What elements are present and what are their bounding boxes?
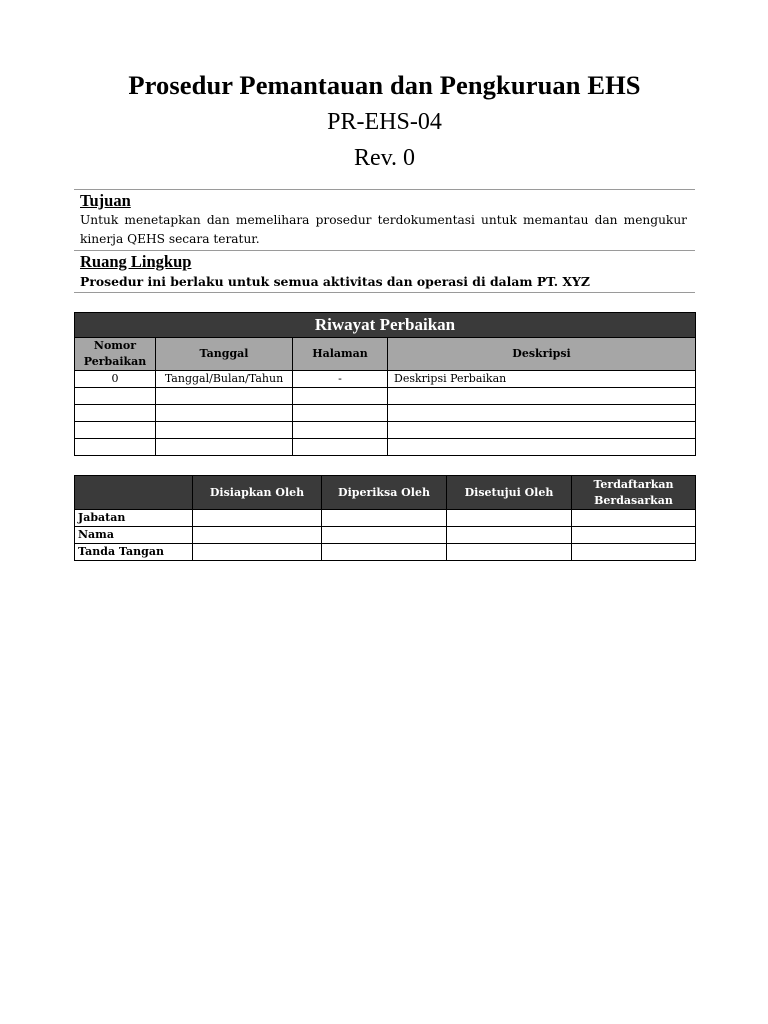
header-nomor-perbaikan: Nomor Perbaikan [75,338,156,371]
header-terdaftarkan-berdasarkan: Terdaftarkan Berdasarkan [572,476,696,510]
cell-tanggal [156,388,293,405]
table-row [75,510,696,527]
cell-deskripsi [388,388,696,405]
revision-history-table [74,312,696,456]
cell-nomor [75,405,156,422]
cell-halaman: - [293,371,388,388]
cell-tanda-tangan-diperiksa[interactable] [322,544,447,561]
cell-tanggal [156,405,293,422]
tujuan-section [74,189,695,250]
cell-nomor [75,439,156,456]
approval-table [74,475,696,561]
header-deskripsi: Deskripsi [388,338,696,371]
cell-jabatan-disetujui[interactable] [447,510,572,527]
header-disetujui-oleh: Disetujui Oleh [447,476,572,510]
cell-nama-terdaftarkan[interactable] [572,527,696,544]
cell-nomor: 0 [75,371,156,388]
header-diperiksa-oleh: Diperiksa Oleh [322,476,447,510]
cell-tanggal: Tanggal/Bulan/Tahun [156,371,293,388]
ruang-lingkup-text: Prosedur ini berlaku untuk semua aktivitas dan operasi di dalam PT. XYZ [80,274,590,289]
revision-history-title: Riwayat Perbaikan [75,313,696,338]
cell-tanggal [156,422,293,439]
cell-nama-disiapkan[interactable] [193,527,322,544]
cell-tanda-tangan-disetujui[interactable] [447,544,572,561]
cell-tanda-tangan-terdaftarkan[interactable] [572,544,696,561]
table-row [75,439,696,456]
table-row [75,405,696,422]
approval-header-row [75,476,696,510]
row-label-nama: Nama [75,527,193,544]
revision-header-row [75,338,696,371]
table-row [75,544,696,561]
tujuan-heading: Tujuan [80,191,131,210]
tujuan-text: Untuk menetapkan dan memelihara prosedur terdokumentasi untuk memantau dan mengukur kinerja QEHS secara teratur. [80,213,687,246]
cell-deskripsi [388,405,696,422]
header-tanggal: Tanggal [156,338,293,371]
cell-tanggal [156,439,293,456]
table-row [75,388,696,405]
row-label-tanda-tangan: Tanda Tangan [75,544,193,561]
header-disiapkan-oleh: Disiapkan Oleh [193,476,322,510]
cell-nama-disetujui[interactable] [447,527,572,544]
cell-jabatan-terdaftarkan[interactable] [572,510,696,527]
cell-tanda-tangan-disiapkan[interactable] [193,544,322,561]
cell-halaman [293,388,388,405]
ruang-lingkup-heading: Ruang Lingkup [80,252,192,271]
table-row [75,422,696,439]
row-label-jabatan: Jabatan [75,510,193,527]
cell-nomor [75,422,156,439]
ruang-lingkup-section [74,250,695,293]
cell-deskripsi [388,422,696,439]
document-title: Prosedur Pemantauan dan Pengkuruan EHS [128,70,641,100]
cell-nomor [75,388,156,405]
cell-halaman [293,405,388,422]
cell-deskripsi [388,439,696,456]
cell-halaman [293,422,388,439]
table-row [75,371,696,388]
cell-deskripsi: Deskripsi Perbaikan [388,371,696,388]
document-page [74,66,695,561]
table-row [75,527,696,544]
cell-halaman [293,439,388,456]
document-revision: Rev. 0 [353,145,416,171]
document-code: PR-EHS-04 [327,109,442,135]
cell-jabatan-diperiksa[interactable] [322,510,447,527]
header-halaman: Halaman [293,338,388,371]
cell-jabatan-disiapkan[interactable] [193,510,322,527]
cell-nama-diperiksa[interactable] [322,527,447,544]
header-blank [75,476,193,510]
